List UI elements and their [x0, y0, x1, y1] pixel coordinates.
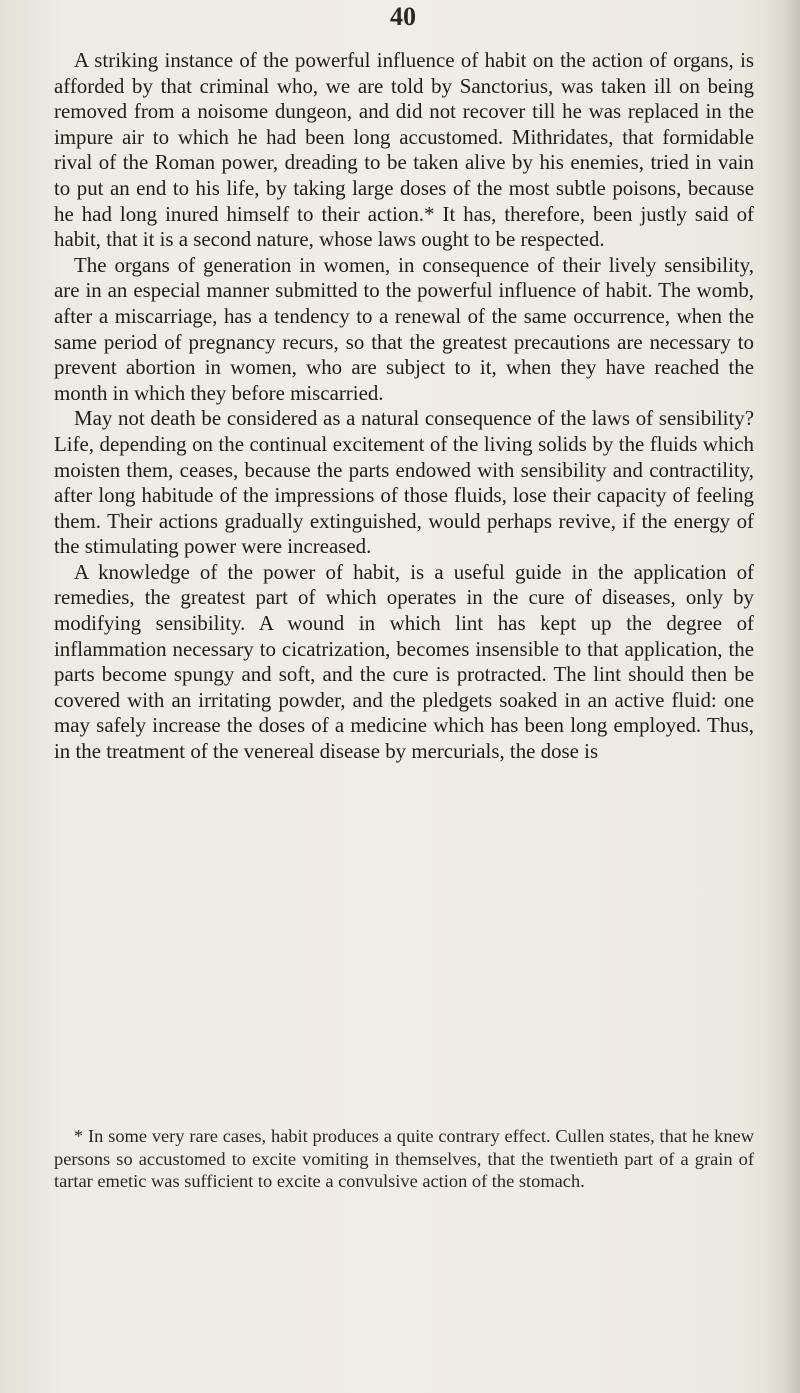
footnote: * In some very rare cases, habit produces a quite contrary effect. Cullen states, that he knew persons so accustomed to excite vomiting in themselves, that the twentieth part of a grain of tartar emetic was sufficient to excite a convulsive action of the stomach. — [54, 1126, 754, 1191]
paragraph-habit-organs: A striking instance of the powerful influence of habit on the action of organs, is afforded by that criminal who, we are told by Sanctorius, was taken ill on being removed from a noisome dungeon, and did not recover till he was replaced in the impure air to which he had been long accustomed. Mithridates, that formidable rival of the Roman power, dreading to be taken alive by his enemies, tried in vain to put an end to his life, by taking large doses of the most subtle poisons, because he had long inured himself to their action.* It has, therefore, been justly said of habit, that it is a second nature, whose laws ought to be respected. — [54, 48, 754, 252]
paragraph-generation-organs: The organs of generation in women, in consequence of their lively sensibility, are in an especial manner submitted to the powerful influence of habit. The womb, after a miscarriage, has a tendency to a renewal of the same occurrence, when the same period of pregnancy recurs, so that the greatest precautions are necessary to prevent abortion in women, who are subject to it, when they have reached the month in which they before miscarried. — [54, 252, 754, 405]
page-number: 40 — [390, 2, 416, 31]
page-edge-shadow — [766, 0, 800, 1393]
body-text — [54, 48, 754, 765]
paragraph-remedies: A knowledge of the power of habit, is a useful guide in the application of remedies, the greatest part of which operates in the cure of diseases, only by modifying sensibility. A wound in which lint has kept up the degree of inflammation necessary to cicatrization, becomes insensible to that application, the parts become spungy and soft, and the cure is protracted. The lint should then be covered with an irritating powder, and the pledgets soaked in an active fluid: one may safely increase the doses of a medicine which has been long employed. Thus, in the treatment of the venereal disease by mercurials, the dose is — [54, 559, 754, 764]
paragraph-death-sensibility: May not death be considered as a natural consequence of the laws of sensibility? Life, depending on the continual excitement of the living solids by the fluids which moisten them, ceases, because the parts endowed with sensibility and contractility, after long habitude of the impressions of those fluids, lose their capacity of feeling them. Their actions gradually extinguished, would perhaps revive, if the energy of the stimulating power were increased. — [54, 406, 754, 559]
